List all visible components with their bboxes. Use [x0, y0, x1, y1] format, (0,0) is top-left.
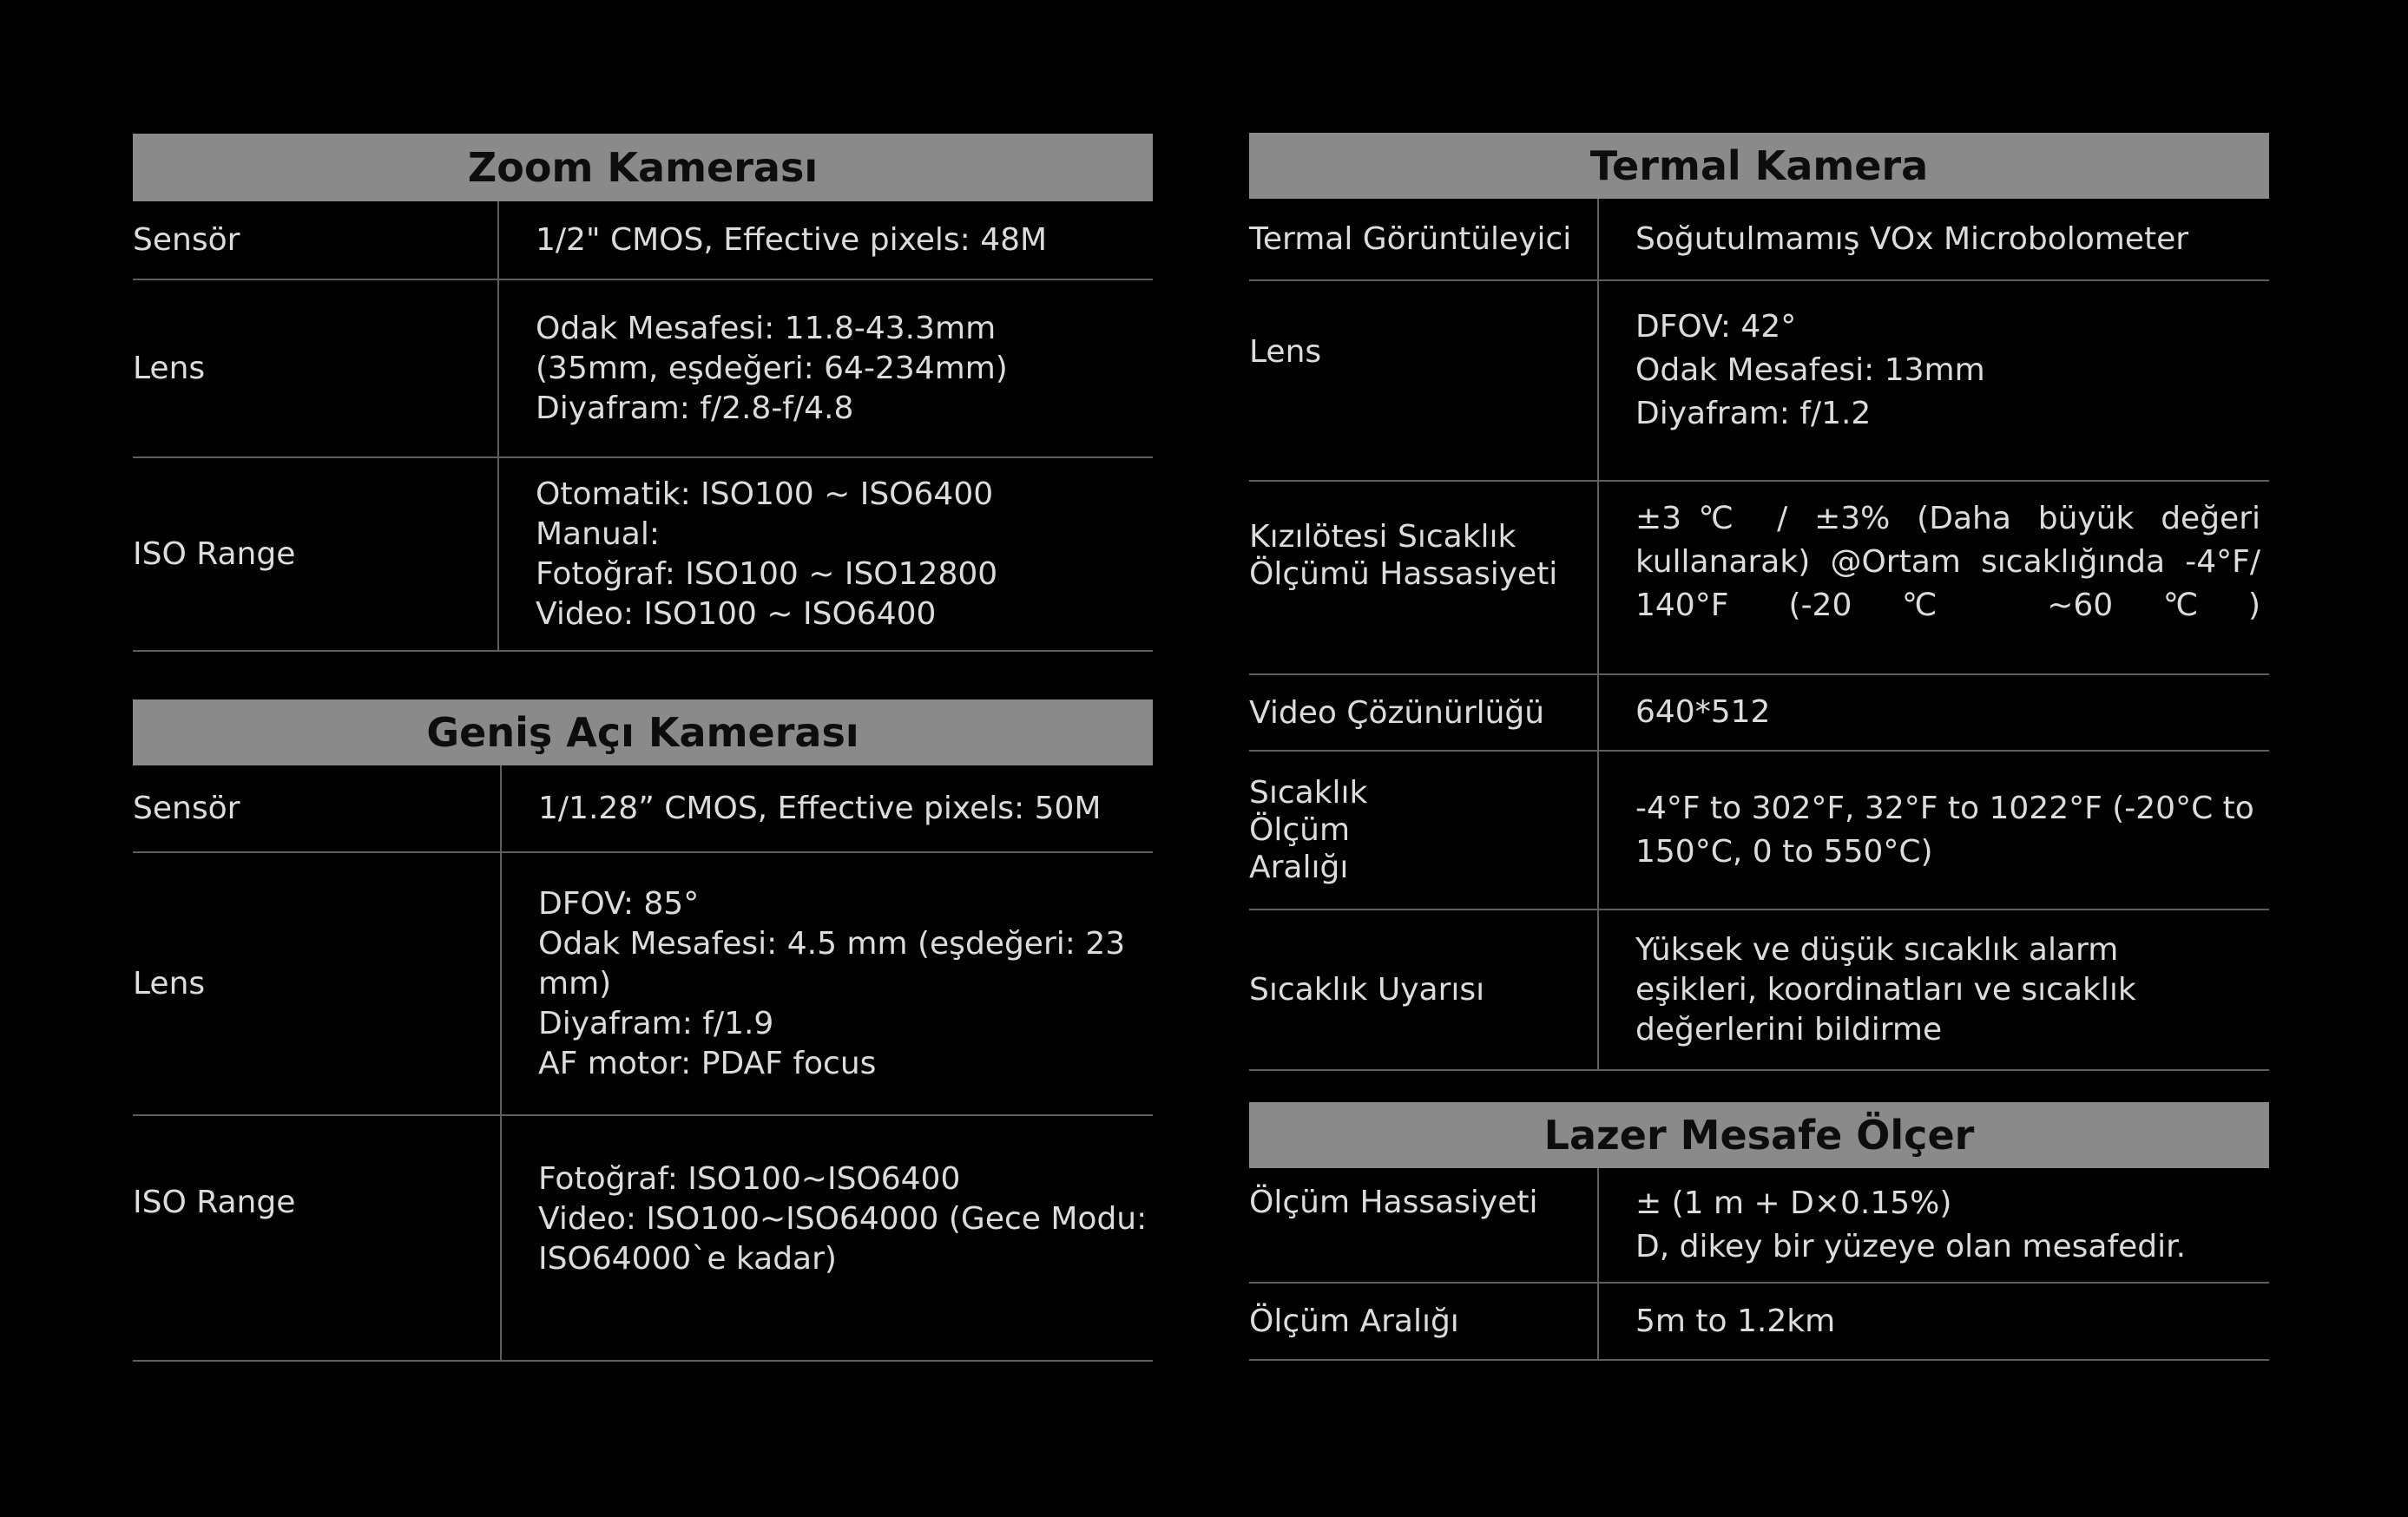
- row-value: [502, 853, 1153, 1114]
- row-value: [499, 280, 1153, 456]
- value-line: 640*512: [1635, 694, 1771, 730]
- value-line: 5m to 1.2km: [1635, 1303, 1836, 1339]
- row-label: Sensör: [133, 201, 499, 279]
- value-line: (35mm, eşdeğeri: 64-234mm): [536, 350, 1008, 386]
- table-row: [1249, 482, 2269, 675]
- row-label: ISO Range: [133, 458, 499, 650]
- value-line: ± (1 m + D×0.15%): [1635, 1185, 1952, 1221]
- row-value: [1599, 910, 2269, 1069]
- zoom-camera-table: [133, 134, 1153, 652]
- thermal-camera-table: [1249, 133, 2269, 1071]
- table-row: [133, 201, 1153, 280]
- value-line: Otomatik: ISO100 ~ ISO6400: [536, 476, 994, 512]
- value-line: AF motor: PDAF focus: [538, 1045, 877, 1081]
- wide-camera-table: [133, 699, 1153, 1362]
- row-value: [1599, 1168, 2269, 1282]
- value-line: Diyafram: f/1.2: [1635, 396, 1872, 431]
- table-row: [133, 1116, 1153, 1362]
- laser-rangefinder-title: Lazer Mesafe Ölçer: [1249, 1102, 2269, 1168]
- value-line: Video: ISO100~ISO64000 (Gece Modu:: [538, 1201, 1148, 1237]
- row-label: ISO Range: [133, 1116, 502, 1360]
- value-line: Yüksek ve düşük sıcaklık alarm: [1635, 931, 2119, 968]
- wide-camera-title: Geniş Açı Kamerası: [133, 699, 1153, 765]
- value-line: ISO64000`e kadar): [538, 1241, 837, 1277]
- value-line: DFOV: 85°: [538, 885, 700, 922]
- value-line: mm): [538, 965, 612, 1001]
- row-label: Ölçüm Hassasiyeti: [1249, 1168, 1599, 1282]
- value-line: D, dikey bir yüzeye olan mesafedir.: [1635, 1228, 2187, 1264]
- row-label: Video Çözünürlüğü: [1249, 675, 1599, 750]
- value-line: Odak Mesafesi: 13mm: [1635, 352, 1985, 388]
- row-value: [502, 1116, 1155, 1360]
- value-line: DFOV: 42°: [1635, 309, 1797, 345]
- value-line: Odak Mesafesi: 4.5 mm (eşdeğeri: 23: [538, 925, 1126, 962]
- value-line: Video: ISO100 ~ ISO6400: [536, 595, 937, 632]
- thermal-camera-title: Termal Kamera: [1249, 133, 2269, 199]
- value-line: Diyafram: f/2.8-f/4.8: [536, 390, 854, 426]
- row-value: [1599, 281, 2269, 480]
- value-line: 1/2" CMOS, Effective pixels: 48M: [536, 221, 1048, 258]
- value-line: Manual:: [536, 516, 660, 552]
- value-line: değerlerini bildirme: [1635, 1011, 1943, 1047]
- row-label: Lens: [133, 280, 499, 456]
- row-value: [1599, 199, 2269, 279]
- row-value: [502, 765, 1153, 851]
- value-line: -4°F to 302°F, 32°F to 1022°F (-20°C to: [1635, 790, 2254, 826]
- table-row: [133, 853, 1153, 1116]
- value-line: Soğutulmamış VOx Microbolometer: [1635, 220, 2189, 257]
- row-label: Kızılötesi Sıcaklık Ölçümü Hassasiyeti: [1249, 482, 1599, 673]
- row-value: [1599, 1284, 2269, 1359]
- table-row: [1249, 281, 2269, 482]
- value-line: Fotoğraf: ISO100~ISO6400: [538, 1161, 961, 1197]
- table-row: [1249, 1168, 2269, 1284]
- row-value: [499, 458, 1153, 650]
- value-line: Diyafram: f/1.9: [538, 1005, 774, 1041]
- value-line: 1/1.28” CMOS, Effective pixels: 50M: [538, 790, 1102, 826]
- row-label: Termal Görüntüleyici: [1249, 199, 1599, 279]
- row-value: [1599, 752, 2269, 909]
- value-line: ±3℃ / ±3% (Daha büyük değeri kullanarak) @Ortam sıcaklığında -4°F/ 140°F (-20℃ ~60℃): [1635, 501, 2260, 623]
- row-label: Sıcaklık Uyarısı: [1249, 910, 1599, 1069]
- row-value: [1599, 482, 2269, 673]
- table-row: [133, 765, 1153, 853]
- row-label: Lens: [133, 853, 502, 1114]
- value-line: Fotoğraf: ISO100 ~ ISO12800: [536, 555, 998, 592]
- value-line: eşikleri, koordinatları ve sıcaklık: [1635, 971, 2136, 1008]
- row-value: [1599, 675, 2269, 750]
- zoom-camera-title: Zoom Kamerası: [133, 134, 1153, 201]
- row-label: Lens: [1249, 281, 1599, 480]
- table-row: [1249, 910, 2269, 1071]
- row-value: [499, 201, 1153, 279]
- table-row: [1249, 199, 2269, 281]
- row-label: Sıcaklık Ölçüm Aralığı: [1249, 752, 1599, 909]
- table-row: [133, 458, 1153, 652]
- value-line: 150°C, 0 to 550°C): [1635, 833, 1933, 870]
- table-row: [1249, 675, 2269, 752]
- value-line: Odak Mesafesi: 11.8-43.3mm: [536, 310, 997, 346]
- row-label: Ölçüm Aralığı: [1249, 1284, 1599, 1359]
- table-row: [1249, 752, 2269, 910]
- table-row: [133, 280, 1153, 458]
- laser-rangefinder-table: [1249, 1102, 2269, 1361]
- row-label: Sensör: [133, 765, 502, 851]
- table-row: [1249, 1284, 2269, 1361]
